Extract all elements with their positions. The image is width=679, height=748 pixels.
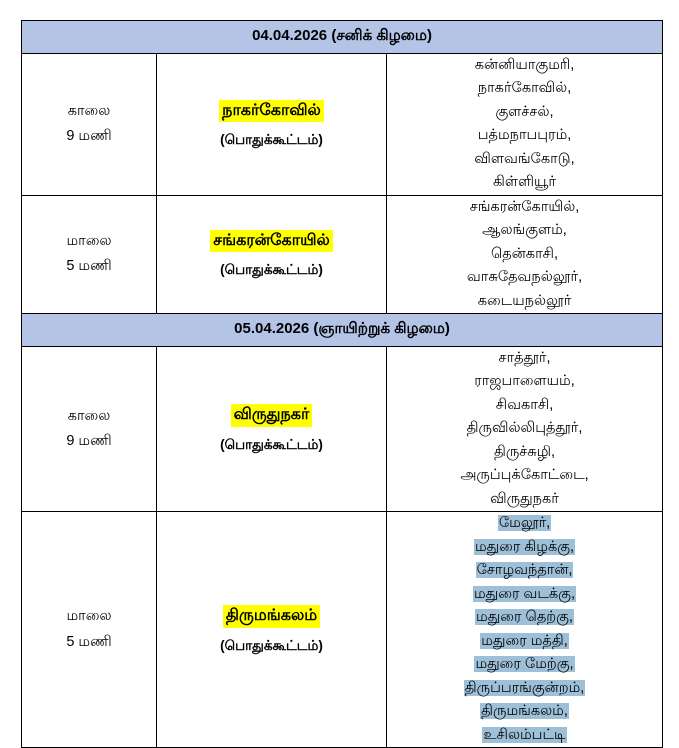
covered-area-text: வாசுதேவநல்லூர், [466, 269, 583, 286]
covered-area-item [387, 606, 662, 629]
covered-area-text: நாகர்கோவில், [477, 80, 572, 97]
covered-area-item [387, 124, 662, 147]
meeting-time-line: காலை [67, 407, 111, 424]
covered-area-item [387, 512, 662, 535]
covered-area-item [387, 77, 662, 100]
covered-area-item [387, 630, 662, 653]
meeting-place-name: விருதுநகர் [231, 404, 313, 427]
covered-area-text: மதுரை மத்தி, [481, 632, 568, 649]
meeting-place-name: திருமங்கலம் [223, 605, 320, 628]
date-header-row [22, 314, 663, 347]
covered-areas-cell [387, 53, 663, 195]
schedule-table-body [22, 21, 663, 748]
covered-area-item [387, 583, 662, 606]
schedule-row [22, 512, 663, 748]
covered-area-text: மேலூர், [498, 515, 551, 532]
covered-area-item [387, 347, 662, 370]
meeting-type-label: (பொதுக்கூட்டம்) [220, 437, 323, 453]
covered-area-text: ஆலங்குளம், [482, 222, 567, 239]
meeting-schedule-table [21, 20, 663, 748]
covered-area-item [387, 488, 662, 511]
covered-area-item [387, 219, 662, 242]
covered-area-item [387, 243, 662, 266]
covered-area-text: விருதுநகர் [490, 490, 559, 507]
covered-area-text: சாத்தூர், [498, 349, 551, 366]
covered-area-item [387, 536, 662, 559]
covered-area-text: தென்காசி, [491, 245, 559, 262]
covered-area-text: அருப்புக்கோட்டை, [460, 467, 589, 484]
covered-areas-cell [387, 346, 663, 511]
covered-area-item [387, 394, 662, 417]
covered-area-item [387, 370, 662, 393]
meeting-type-label: (பொதுக்கூட்டம்) [220, 262, 323, 278]
covered-area-text: உசிலம்பட்டி [483, 726, 566, 743]
schedule-row [22, 195, 663, 313]
date-header-cell: 05.04.2026 (ஞாயிற்றுக் கிழமை) [22, 314, 663, 347]
covered-area-text: கன்னியாகுமரி, [474, 56, 575, 73]
covered-area-text: சிவகாசி, [495, 396, 554, 413]
covered-area-item [387, 266, 662, 289]
covered-area-item [387, 724, 662, 747]
covered-areas-cell [387, 195, 663, 313]
meeting-time-cell [22, 195, 157, 313]
meeting-time-line: காலை [67, 102, 111, 119]
covered-area-item [387, 171, 662, 194]
covered-area-text: மதுரை மேற்கு, [475, 656, 574, 673]
meeting-place-cell [157, 346, 387, 511]
meeting-place-cell [157, 512, 387, 748]
date-header-cell: 04.04.2026 (சனிக் கிழமை) [22, 21, 663, 54]
covered-area-text: குளச்சல், [495, 103, 554, 120]
covered-area-item [387, 196, 662, 219]
covered-area-item [387, 653, 662, 676]
meeting-time-line: 5 மணி [66, 633, 112, 650]
covered-area-item [387, 54, 662, 77]
covered-areas-cell [387, 512, 663, 748]
covered-area-item [387, 677, 662, 700]
covered-area-item [387, 101, 662, 124]
meeting-place-cell [157, 195, 387, 313]
covered-area-text: மதுரை வடக்கு, [474, 585, 576, 602]
covered-area-item [387, 700, 662, 723]
meeting-time-line: 9 மணி [66, 128, 112, 145]
meeting-type-label: (பொதுக்கூட்டம்) [220, 132, 323, 148]
covered-area-text: சங்கரன்கோயில், [469, 198, 580, 215]
covered-area-text: கடையநல்லூர் [477, 292, 572, 309]
meeting-time-cell [22, 346, 157, 511]
covered-area-text: பத்மநாபபுரம், [477, 127, 572, 144]
covered-area-text: சோழவந்தான், [476, 562, 573, 579]
covered-area-item [387, 464, 662, 487]
covered-area-item [387, 441, 662, 464]
schedule-row [22, 346, 663, 511]
date-header-row [22, 21, 663, 54]
covered-area-item [387, 559, 662, 582]
covered-area-text: மதுரை தெற்கு, [476, 609, 573, 626]
covered-area-text: திருப்பரங்குன்றம், [464, 679, 585, 696]
covered-area-text: ராஜபாளையம், [474, 373, 575, 390]
meeting-time-line: 9 மணி [66, 433, 112, 450]
meeting-place-cell [157, 53, 387, 195]
meeting-time-line: மாலை [66, 608, 112, 625]
covered-area-text: மதுரை கிழக்கு, [474, 538, 575, 555]
meeting-place-name: நாகர்கோவில் [219, 100, 324, 123]
meeting-type-label: (பொதுக்கூட்டம்) [220, 637, 323, 653]
covered-area-text: திருச்சுழி, [493, 443, 556, 460]
covered-area-text: திருவில்லிபுத்தூர், [466, 420, 583, 437]
covered-area-text: கிள்ளியூர் [493, 174, 556, 191]
covered-area-text: விளவங்கோடு, [474, 150, 575, 167]
covered-area-item [387, 148, 662, 171]
covered-area-text: திருமங்கலம், [481, 703, 568, 720]
meeting-time-line: 5 மணி [66, 258, 112, 275]
meeting-place-name: சங்கரன்கோயில் [210, 230, 333, 253]
covered-area-item [387, 417, 662, 440]
schedule-row [22, 53, 663, 195]
meeting-time-cell [22, 53, 157, 195]
meeting-time-line: மாலை [66, 232, 112, 249]
meeting-time-cell [22, 512, 157, 748]
covered-area-item [387, 290, 662, 313]
